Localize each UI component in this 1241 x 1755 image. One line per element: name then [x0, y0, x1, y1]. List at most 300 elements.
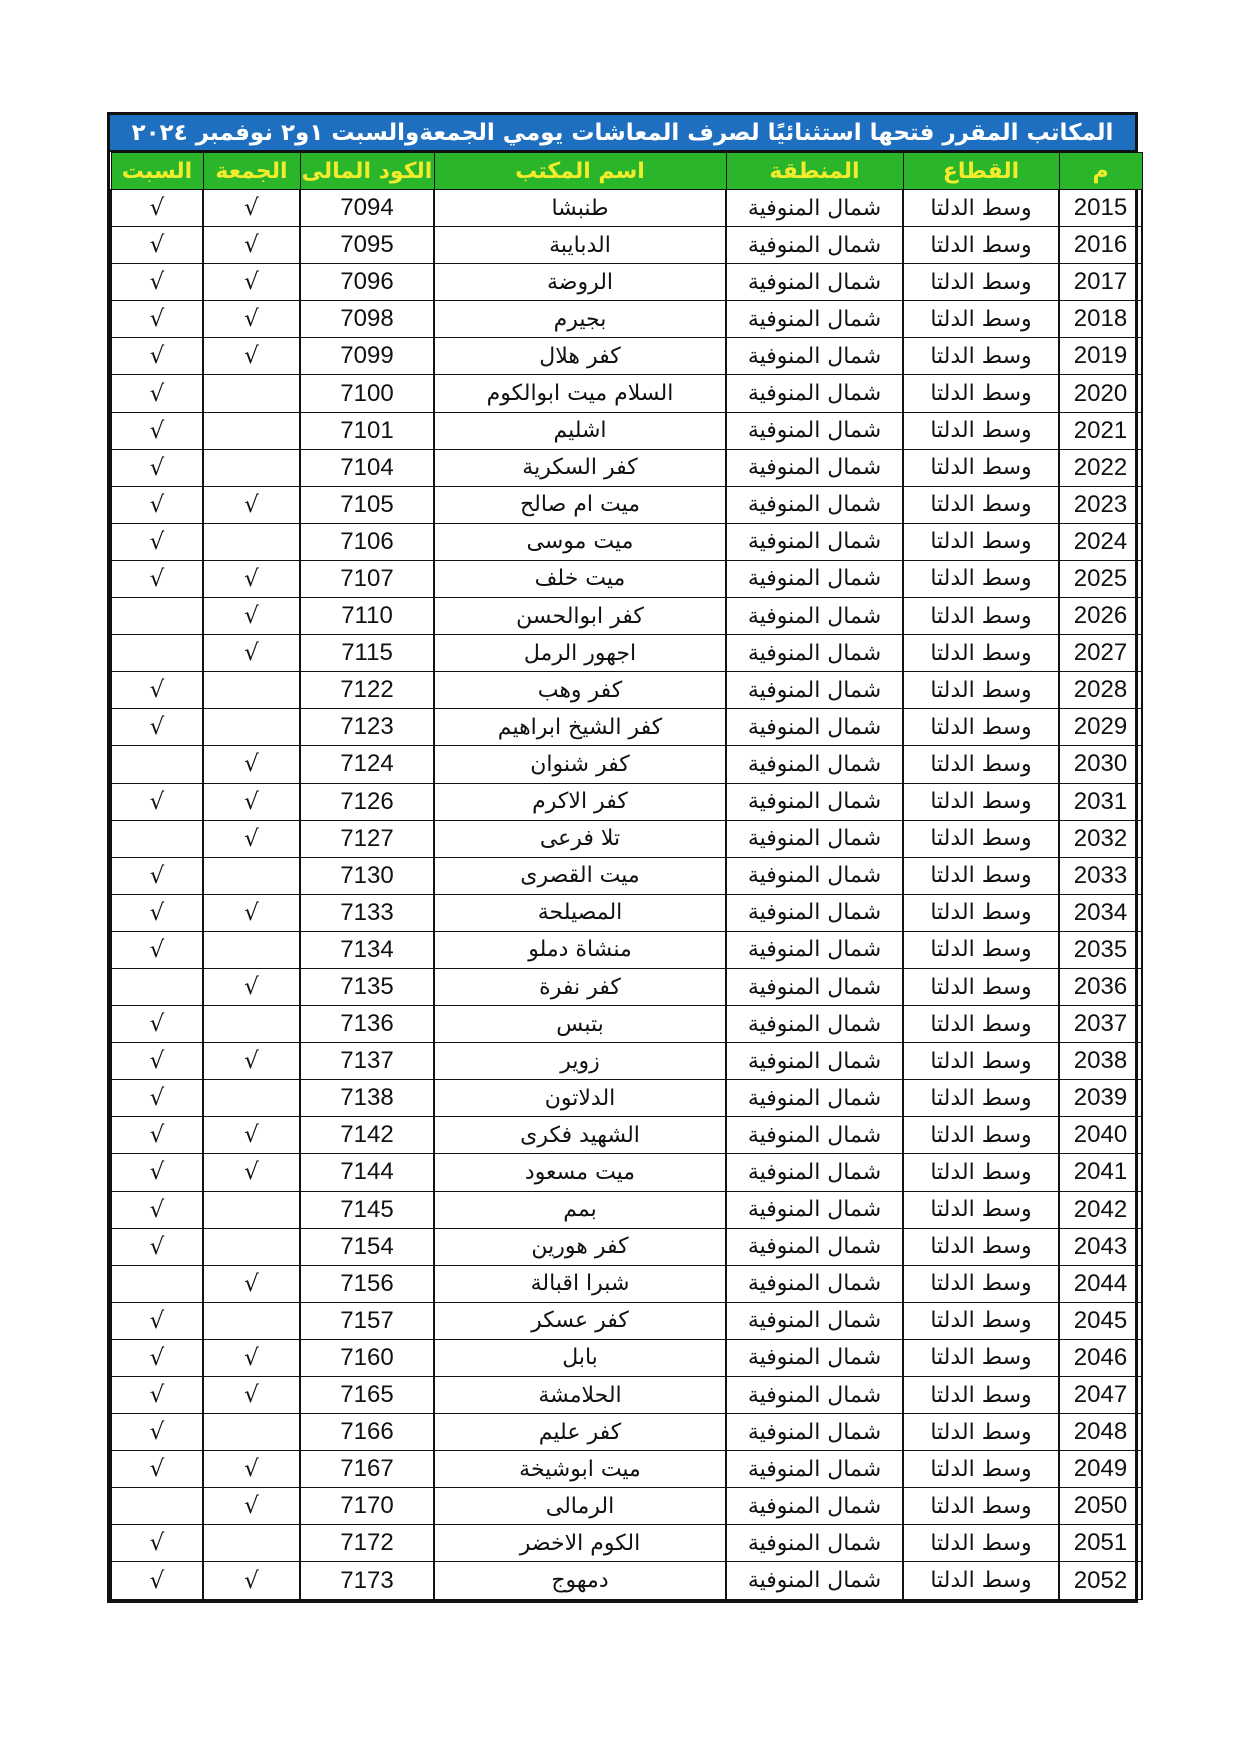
- table-body: [111, 190, 1142, 1600]
- row-sector: وسط الدلتا: [903, 1302, 1059, 1339]
- row-financial-code: 7096: [300, 264, 434, 301]
- row-financial-code: 7115: [300, 635, 434, 672]
- row-number: 2036: [1059, 968, 1142, 1005]
- row-office-name: اشليم: [434, 412, 726, 449]
- row-financial-code: 7130: [300, 857, 434, 894]
- row-office-name: كفر نفرة: [434, 968, 726, 1005]
- row-number: 2046: [1059, 1339, 1142, 1376]
- row-saturday-check: [111, 598, 203, 635]
- table-row: [111, 1339, 1142, 1376]
- row-region: شمال المنوفية: [726, 783, 903, 820]
- row-region: شمال المنوفية: [726, 820, 903, 857]
- row-sector: وسط الدلتا: [903, 486, 1059, 523]
- table-row: [111, 449, 1142, 486]
- row-sector: وسط الدلتا: [903, 1080, 1059, 1117]
- table-row: [111, 635, 1142, 672]
- row-saturday-check: √: [111, 375, 203, 412]
- row-region: شمال المنوفية: [726, 301, 903, 338]
- row-sector: وسط الدلتا: [903, 1488, 1059, 1525]
- row-number: 2020: [1059, 375, 1142, 412]
- row-saturday-check: [111, 635, 203, 672]
- row-saturday-check: [111, 746, 203, 783]
- row-saturday-check: √: [111, 931, 203, 968]
- row-office-name: ميت ابوشيخة: [434, 1451, 726, 1488]
- table-row: [111, 894, 1142, 931]
- row-sector: وسط الدلتا: [903, 560, 1059, 597]
- row-saturday-check: √: [111, 1339, 203, 1376]
- row-saturday-check: √: [111, 1525, 203, 1562]
- row-office-name: بمم: [434, 1191, 726, 1228]
- header-row: [111, 153, 1142, 190]
- row-financial-code: 7137: [300, 1043, 434, 1080]
- header-region: المنطقة: [726, 153, 903, 190]
- row-number: 2039: [1059, 1080, 1142, 1117]
- row-sector: وسط الدلتا: [903, 1154, 1059, 1191]
- row-sector: وسط الدلتا: [903, 820, 1059, 857]
- row-sector: وسط الدلتا: [903, 412, 1059, 449]
- row-office-name: بجيرم: [434, 301, 726, 338]
- row-financial-code: 7124: [300, 746, 434, 783]
- table-row: [111, 486, 1142, 523]
- row-friday-check: √: [203, 1562, 300, 1599]
- row-financial-code: 7154: [300, 1228, 434, 1265]
- row-sector: وسط الدلتا: [903, 672, 1059, 709]
- row-sector: وسط الدلتا: [903, 264, 1059, 301]
- row-number: 2017: [1059, 264, 1142, 301]
- row-sector: وسط الدلتا: [903, 635, 1059, 672]
- table-row: [111, 709, 1142, 746]
- row-financial-code: 7133: [300, 894, 434, 931]
- row-region: شمال المنوفية: [726, 449, 903, 486]
- row-sector: وسط الدلتا: [903, 1525, 1059, 1562]
- row-region: شمال المنوفية: [726, 931, 903, 968]
- row-financial-code: 7105: [300, 486, 434, 523]
- row-friday-check: [203, 1080, 300, 1117]
- row-region: شمال المنوفية: [726, 1154, 903, 1191]
- row-region: شمال المنوفية: [726, 560, 903, 597]
- row-region: شمال المنوفية: [726, 1117, 903, 1154]
- row-region: شمال المنوفية: [726, 1377, 903, 1414]
- row-friday-check: [203, 523, 300, 560]
- row-sector: وسط الدلتا: [903, 1191, 1059, 1228]
- row-number: 2024: [1059, 523, 1142, 560]
- row-friday-check: √: [203, 227, 300, 264]
- row-number: 2021: [1059, 412, 1142, 449]
- table-row: [111, 301, 1142, 338]
- row-friday-check: √: [203, 894, 300, 931]
- row-number: 2015: [1059, 190, 1142, 227]
- row-saturday-check: √: [111, 1043, 203, 1080]
- row-office-name: زوير: [434, 1043, 726, 1080]
- row-sector: وسط الدلتا: [903, 783, 1059, 820]
- row-sector: وسط الدلتا: [903, 1265, 1059, 1302]
- row-number: 2026: [1059, 598, 1142, 635]
- row-office-name: كفر السكرية: [434, 449, 726, 486]
- row-saturday-check: √: [111, 1117, 203, 1154]
- table-row: [111, 1265, 1142, 1302]
- row-financial-code: 7095: [300, 227, 434, 264]
- row-office-name: الدبايبة: [434, 227, 726, 264]
- row-number: 2035: [1059, 931, 1142, 968]
- row-financial-code: 7167: [300, 1451, 434, 1488]
- row-number: 2028: [1059, 672, 1142, 709]
- row-sector: وسط الدلتا: [903, 1339, 1059, 1376]
- row-region: شمال المنوفية: [726, 1562, 903, 1599]
- row-office-name: كفر الاكرم: [434, 783, 726, 820]
- row-financial-code: 7173: [300, 1562, 434, 1599]
- row-saturday-check: √: [111, 894, 203, 931]
- row-friday-check: √: [203, 820, 300, 857]
- row-financial-code: 7134: [300, 931, 434, 968]
- row-financial-code: 7099: [300, 338, 434, 375]
- row-office-name: ميت مسعود: [434, 1154, 726, 1191]
- row-office-name: كفر وهب: [434, 672, 726, 709]
- row-friday-check: [203, 709, 300, 746]
- row-saturday-check: √: [111, 1451, 203, 1488]
- row-saturday-check: √: [111, 1006, 203, 1043]
- table-row: [111, 560, 1142, 597]
- row-friday-check: √: [203, 1117, 300, 1154]
- row-financial-code: 7145: [300, 1191, 434, 1228]
- row-office-name: بتبس: [434, 1006, 726, 1043]
- row-region: شمال المنوفية: [726, 523, 903, 560]
- row-financial-code: 7110: [300, 598, 434, 635]
- row-number: 2037: [1059, 1006, 1142, 1043]
- row-office-name: ميت موسى: [434, 523, 726, 560]
- row-friday-check: [203, 931, 300, 968]
- table-row: [111, 1043, 1142, 1080]
- header-saturday: السبت: [111, 153, 203, 190]
- row-region: شمال المنوفية: [726, 1339, 903, 1376]
- row-office-name: الرمالى: [434, 1488, 726, 1525]
- row-sector: وسط الدلتا: [903, 1043, 1059, 1080]
- row-number: 2042: [1059, 1191, 1142, 1228]
- row-sector: وسط الدلتا: [903, 449, 1059, 486]
- row-friday-check: [203, 1006, 300, 1043]
- row-region: شمال المنوفية: [726, 672, 903, 709]
- row-saturday-check: √: [111, 1377, 203, 1414]
- row-number: 2032: [1059, 820, 1142, 857]
- row-region: شمال المنوفية: [726, 1265, 903, 1302]
- row-office-name: الشهيد فكرى: [434, 1117, 726, 1154]
- row-friday-check: √: [203, 1488, 300, 1525]
- row-friday-check: √: [203, 598, 300, 635]
- row-financial-code: 7094: [300, 190, 434, 227]
- row-number: 2050: [1059, 1488, 1142, 1525]
- row-office-name: كفر عسكر: [434, 1302, 726, 1339]
- table-row: [111, 1080, 1142, 1117]
- row-sector: وسط الدلتا: [903, 227, 1059, 264]
- header-num: م: [1059, 153, 1142, 190]
- row-financial-code: 7160: [300, 1339, 434, 1376]
- row-region: شمال المنوفية: [726, 968, 903, 1005]
- row-number: 2047: [1059, 1377, 1142, 1414]
- header-friday: الجمعة: [203, 153, 300, 190]
- table-row: [111, 672, 1142, 709]
- row-financial-code: 7165: [300, 1377, 434, 1414]
- row-friday-check: √: [203, 783, 300, 820]
- row-region: شمال المنوفية: [726, 709, 903, 746]
- row-friday-check: √: [203, 1377, 300, 1414]
- table-row: [111, 857, 1142, 894]
- row-saturday-check: √: [111, 1302, 203, 1339]
- row-friday-check: √: [203, 338, 300, 375]
- row-sector: وسط الدلتا: [903, 1414, 1059, 1451]
- row-region: شمال المنوفية: [726, 264, 903, 301]
- row-region: شمال المنوفية: [726, 486, 903, 523]
- row-saturday-check: √: [111, 1080, 203, 1117]
- row-office-name: اجهور الرمل: [434, 635, 726, 672]
- row-financial-code: 7098: [300, 301, 434, 338]
- row-office-name: كفر عليم: [434, 1414, 726, 1451]
- row-financial-code: 7100: [300, 375, 434, 412]
- row-saturday-check: √: [111, 190, 203, 227]
- row-saturday-check: √: [111, 709, 203, 746]
- row-friday-check: [203, 375, 300, 412]
- header-sector: القطاع: [903, 153, 1059, 190]
- header-financial-code: الكود المالى: [300, 153, 434, 190]
- table-row: [111, 783, 1142, 820]
- row-saturday-check: √: [111, 523, 203, 560]
- table-row: [111, 1302, 1142, 1339]
- row-office-name: السلام ميت ابوالكوم: [434, 375, 726, 412]
- table-row: [111, 338, 1142, 375]
- row-region: شمال المنوفية: [726, 1302, 903, 1339]
- row-saturday-check: √: [111, 1228, 203, 1265]
- table-row: [111, 820, 1142, 857]
- row-friday-check: [203, 1525, 300, 1562]
- row-saturday-check: [111, 1488, 203, 1525]
- offices-table: [110, 152, 1143, 1600]
- row-region: شمال المنوفية: [726, 1525, 903, 1562]
- row-office-name: تلا فرعى: [434, 820, 726, 857]
- sheet-title: المكاتب المقرر فتحها استثنائيًا لصرف المعاشات يومي الجمعةوالسبت ١و٢ نوفمبر ٢٠٢٤: [110, 115, 1135, 152]
- table-row: [111, 1525, 1142, 1562]
- row-number: 2038: [1059, 1043, 1142, 1080]
- table-row: [111, 968, 1142, 1005]
- row-number: 2045: [1059, 1302, 1142, 1339]
- row-saturday-check: √: [111, 264, 203, 301]
- row-financial-code: 7127: [300, 820, 434, 857]
- row-sector: وسط الدلتا: [903, 1377, 1059, 1414]
- row-financial-code: 7123: [300, 709, 434, 746]
- row-sector: وسط الدلتا: [903, 1117, 1059, 1154]
- row-region: شمال المنوفية: [726, 1228, 903, 1265]
- row-sector: وسط الدلتا: [903, 190, 1059, 227]
- row-saturday-check: √: [111, 1154, 203, 1191]
- row-office-name: ميت القصرى: [434, 857, 726, 894]
- row-region: شمال المنوفية: [726, 1043, 903, 1080]
- row-office-name: الحلامشة: [434, 1377, 726, 1414]
- row-friday-check: √: [203, 1154, 300, 1191]
- row-number: 2040: [1059, 1117, 1142, 1154]
- table-row: [111, 264, 1142, 301]
- row-office-name: طنبشا: [434, 190, 726, 227]
- table-row: [111, 375, 1142, 412]
- row-friday-check: √: [203, 746, 300, 783]
- row-saturday-check: [111, 968, 203, 1005]
- row-sector: وسط الدلتا: [903, 894, 1059, 931]
- row-sector: وسط الدلتا: [903, 598, 1059, 635]
- row-region: شمال المنوفية: [726, 227, 903, 264]
- row-sector: وسط الدلتا: [903, 968, 1059, 1005]
- row-number: 2043: [1059, 1228, 1142, 1265]
- row-number: 2044: [1059, 1265, 1142, 1302]
- row-financial-code: 7135: [300, 968, 434, 1005]
- row-financial-code: 7138: [300, 1080, 434, 1117]
- row-office-name: الروضة: [434, 264, 726, 301]
- row-financial-code: 7144: [300, 1154, 434, 1191]
- row-number: 2027: [1059, 635, 1142, 672]
- row-office-name: كفر الشيخ ابراهيم: [434, 709, 726, 746]
- row-saturday-check: √: [111, 227, 203, 264]
- row-sector: وسط الدلتا: [903, 746, 1059, 783]
- row-financial-code: 7106: [300, 523, 434, 560]
- row-sector: وسط الدلتا: [903, 931, 1059, 968]
- row-office-name: كفر هورين: [434, 1228, 726, 1265]
- row-region: شمال المنوفية: [726, 1451, 903, 1488]
- row-number: 2022: [1059, 449, 1142, 486]
- row-friday-check: [203, 1414, 300, 1451]
- row-saturday-check: √: [111, 449, 203, 486]
- table-row: [111, 523, 1142, 560]
- row-friday-check: √: [203, 635, 300, 672]
- row-sector: وسط الدلتا: [903, 1228, 1059, 1265]
- row-region: شمال المنوفية: [726, 375, 903, 412]
- row-sector: وسط الدلتا: [903, 1562, 1059, 1599]
- header-office-name: اسم المكتب: [434, 153, 726, 190]
- row-office-name: الدلاتون: [434, 1080, 726, 1117]
- table-row: [111, 1562, 1142, 1599]
- row-saturday-check: √: [111, 672, 203, 709]
- row-number: 2030: [1059, 746, 1142, 783]
- row-sector: وسط الدلتا: [903, 857, 1059, 894]
- row-friday-check: √: [203, 1265, 300, 1302]
- offices-sheet: [107, 112, 1138, 1603]
- row-region: شمال المنوفية: [726, 894, 903, 931]
- row-saturday-check: [111, 820, 203, 857]
- row-saturday-check: √: [111, 857, 203, 894]
- row-number: 2049: [1059, 1451, 1142, 1488]
- row-number: 2029: [1059, 709, 1142, 746]
- row-financial-code: 7136: [300, 1006, 434, 1043]
- row-financial-code: 7126: [300, 783, 434, 820]
- row-friday-check: [203, 1191, 300, 1228]
- row-number: 2018: [1059, 301, 1142, 338]
- row-financial-code: 7107: [300, 560, 434, 597]
- row-office-name: كفر شنوان: [434, 746, 726, 783]
- row-financial-code: 7122: [300, 672, 434, 709]
- row-number: 2051: [1059, 1525, 1142, 1562]
- row-sector: وسط الدلتا: [903, 375, 1059, 412]
- row-number: 2048: [1059, 1414, 1142, 1451]
- row-region: شمال المنوفية: [726, 1414, 903, 1451]
- row-region: شمال المنوفية: [726, 1191, 903, 1228]
- row-saturday-check: √: [111, 301, 203, 338]
- row-office-name: الكوم الاخضر: [434, 1525, 726, 1562]
- row-friday-check: [203, 412, 300, 449]
- row-office-name: ميت خلف: [434, 560, 726, 597]
- row-region: شمال المنوفية: [726, 1488, 903, 1525]
- row-number: 2016: [1059, 227, 1142, 264]
- row-saturday-check: √: [111, 1562, 203, 1599]
- row-office-name: كفر هلال: [434, 338, 726, 375]
- row-number: 2034: [1059, 894, 1142, 931]
- row-office-name: بابل: [434, 1339, 726, 1376]
- row-friday-check: √: [203, 190, 300, 227]
- row-region: شمال المنوفية: [726, 635, 903, 672]
- row-financial-code: 7157: [300, 1302, 434, 1339]
- row-saturday-check: [111, 1265, 203, 1302]
- row-region: شمال المنوفية: [726, 1006, 903, 1043]
- row-number: 2033: [1059, 857, 1142, 894]
- table-row: [111, 1006, 1142, 1043]
- row-financial-code: 7101: [300, 412, 434, 449]
- row-office-name: ميت ام صالح: [434, 486, 726, 523]
- row-saturday-check: √: [111, 1191, 203, 1228]
- row-friday-check: √: [203, 1451, 300, 1488]
- row-sector: وسط الدلتا: [903, 523, 1059, 560]
- row-friday-check: [203, 449, 300, 486]
- table-row: [111, 1451, 1142, 1488]
- row-friday-check: √: [203, 968, 300, 1005]
- row-friday-check: √: [203, 264, 300, 301]
- table-row: [111, 931, 1142, 968]
- row-region: شمال المنوفية: [726, 1080, 903, 1117]
- row-region: شمال المنوفية: [726, 190, 903, 227]
- row-financial-code: 7142: [300, 1117, 434, 1154]
- table-row: [111, 746, 1142, 783]
- row-friday-check: [203, 672, 300, 709]
- row-region: شمال المنوفية: [726, 338, 903, 375]
- row-sector: وسط الدلتا: [903, 1451, 1059, 1488]
- table-row: [111, 190, 1142, 227]
- row-office-name: المصيلحة: [434, 894, 726, 931]
- row-office-name: منشاة دملو: [434, 931, 726, 968]
- row-sector: وسط الدلتا: [903, 338, 1059, 375]
- row-number: 2031: [1059, 783, 1142, 820]
- row-region: شمال المنوفية: [726, 857, 903, 894]
- row-friday-check: √: [203, 486, 300, 523]
- row-friday-check: √: [203, 1339, 300, 1376]
- table-row: [111, 1414, 1142, 1451]
- row-financial-code: 7166: [300, 1414, 434, 1451]
- row-office-name: كفر ابوالحسن: [434, 598, 726, 635]
- row-saturday-check: √: [111, 1414, 203, 1451]
- row-friday-check: [203, 857, 300, 894]
- row-financial-code: 7156: [300, 1265, 434, 1302]
- row-number: 2041: [1059, 1154, 1142, 1191]
- row-financial-code: 7104: [300, 449, 434, 486]
- row-friday-check: [203, 1228, 300, 1265]
- table-row: [111, 1154, 1142, 1191]
- table-row: [111, 1377, 1142, 1414]
- row-saturday-check: √: [111, 338, 203, 375]
- table-row: [111, 598, 1142, 635]
- row-office-name: شبرا اقبالة: [434, 1265, 726, 1302]
- table-row: [111, 1488, 1142, 1525]
- row-region: شمال المنوفية: [726, 412, 903, 449]
- table-row: [111, 412, 1142, 449]
- row-number: 2052: [1059, 1562, 1142, 1599]
- table-row: [111, 227, 1142, 264]
- row-number: 2025: [1059, 560, 1142, 597]
- row-number: 2019: [1059, 338, 1142, 375]
- row-saturday-check: √: [111, 783, 203, 820]
- row-number: 2023: [1059, 486, 1142, 523]
- row-friday-check: √: [203, 301, 300, 338]
- row-friday-check: √: [203, 560, 300, 597]
